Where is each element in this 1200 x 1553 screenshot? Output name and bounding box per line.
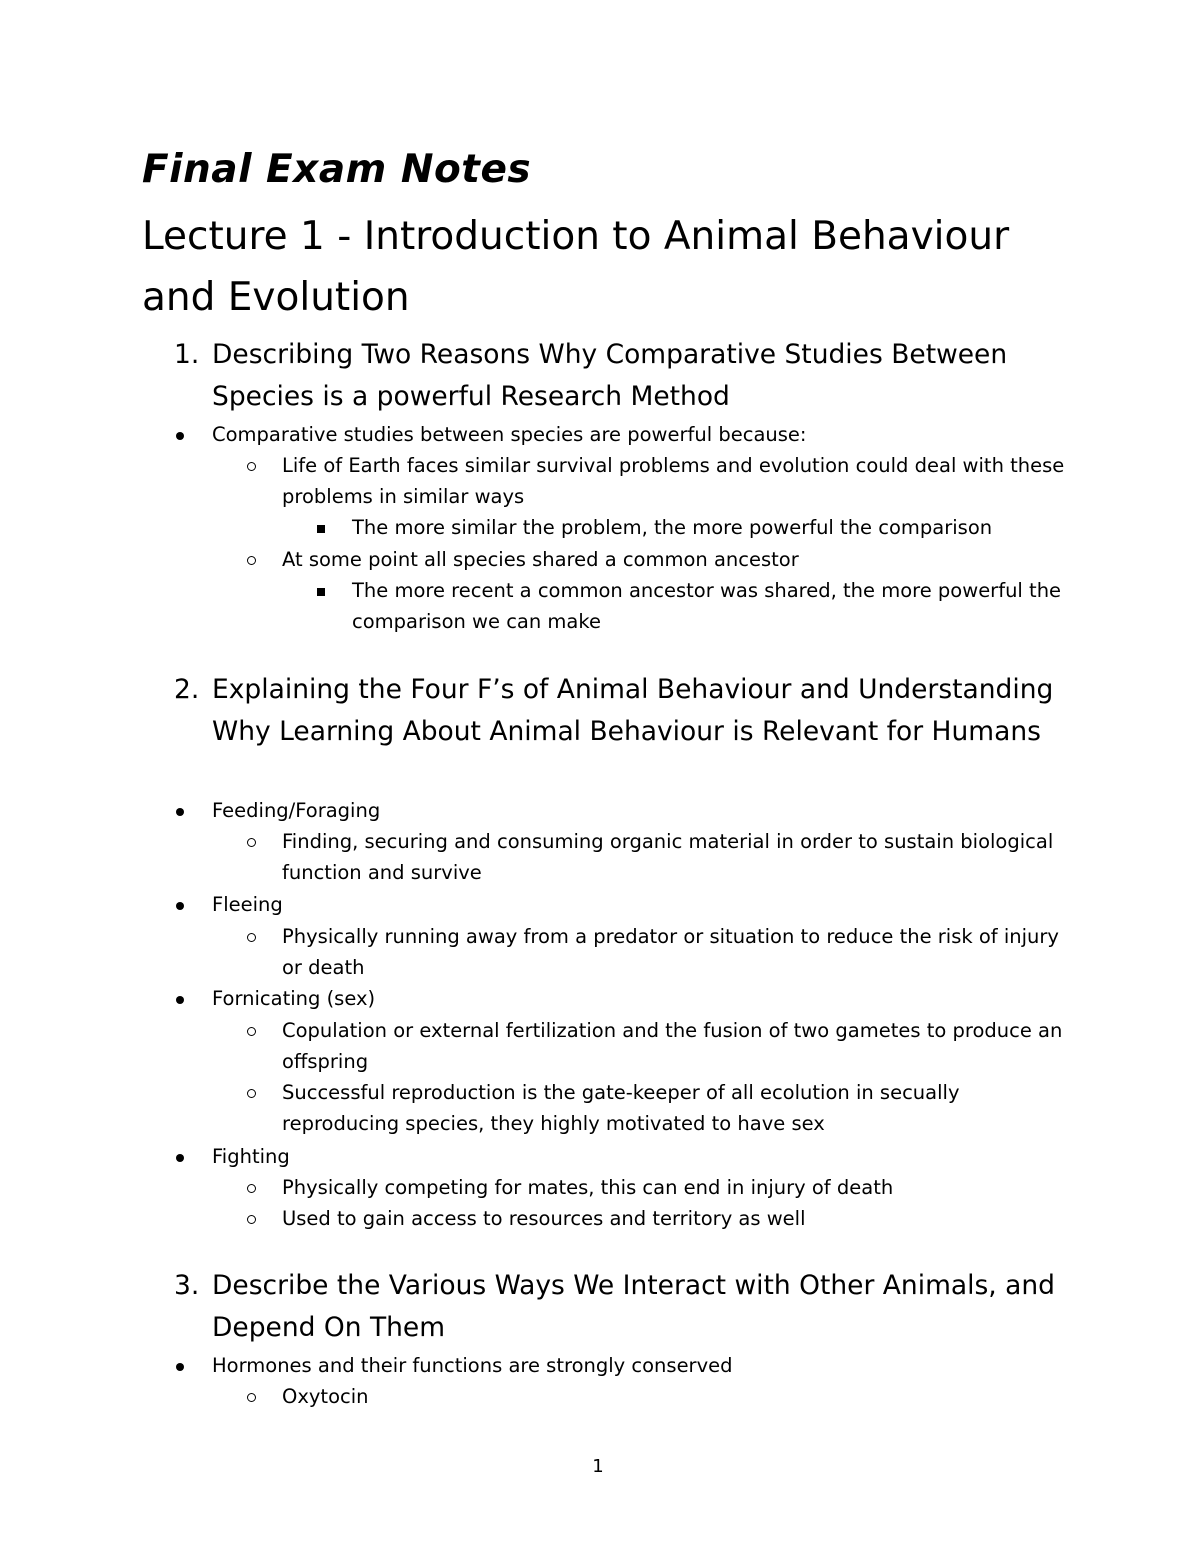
filled-bullet-icon bbox=[176, 808, 184, 816]
section-heading-text: Describe the Various Ways We Interact with Other Animals, and Depend On Them bbox=[212, 1270, 1055, 1343]
list-item bbox=[282, 1172, 1072, 1203]
hollow-bullet-icon bbox=[247, 933, 256, 942]
list-item bbox=[282, 1077, 1072, 1140]
list-item-text: Life of Earth faces similar survival problems and evolution could deal with these problems in similar ways bbox=[282, 454, 1065, 509]
page-number: 1 bbox=[592, 1456, 604, 1477]
section-heading bbox=[174, 1265, 1074, 1349]
filled-bullet-icon bbox=[176, 1363, 184, 1371]
section-number: 2. bbox=[174, 674, 200, 705]
section-heading bbox=[174, 669, 1074, 753]
filled-bullet-icon bbox=[176, 996, 184, 1004]
list-item-text: Used to gain access to resources and territory as well bbox=[282, 1207, 806, 1230]
list-item bbox=[282, 1203, 1072, 1234]
list-item-text: Hormones and their functions are strongly conserved bbox=[212, 1354, 733, 1377]
list-item-text: At some point all species shared a common ancestor bbox=[282, 548, 799, 571]
list-item bbox=[212, 889, 1062, 920]
document-title: Final Exam Notes bbox=[142, 147, 532, 192]
hollow-bullet-icon bbox=[247, 462, 256, 471]
list-item-text: Copulation or external fertilization and the fusion of two gametes to produce an offspring bbox=[282, 1019, 1063, 1074]
list-item-text: Fleeing bbox=[212, 893, 283, 916]
list-item-text: Oxytocin bbox=[282, 1385, 369, 1408]
filled-bullet-icon bbox=[176, 1154, 184, 1162]
list-item bbox=[282, 921, 1072, 984]
list-item bbox=[282, 826, 1072, 889]
list-item-text: Physically running away from a predator or situation to reduce the risk of injury or death bbox=[282, 925, 1059, 980]
list-item bbox=[212, 1141, 1062, 1172]
list-item bbox=[352, 512, 1072, 543]
hollow-bullet-icon bbox=[247, 1393, 256, 1402]
list-item-text: The more recent a common ancestor was shared, the more powerful the comparison we can make bbox=[352, 579, 1062, 634]
list-item-text: Fighting bbox=[212, 1145, 290, 1168]
list-item bbox=[212, 795, 1062, 826]
square-bullet-icon bbox=[317, 588, 325, 596]
list-item bbox=[352, 575, 1072, 638]
list-item bbox=[282, 544, 1072, 575]
list-item-text: Finding, securing and consuming organic material in order to sustain biological function and survive bbox=[282, 830, 1054, 885]
list-item bbox=[212, 1350, 1062, 1381]
hollow-bullet-icon bbox=[247, 1184, 256, 1193]
hollow-bullet-icon bbox=[247, 1089, 256, 1098]
lecture-title: Lecture 1 - Introduction to Animal Behaviour and Evolution bbox=[142, 214, 1010, 320]
list-item bbox=[212, 983, 1062, 1014]
list-item-text: Successful reproduction is the gate-keeper of all ecolution in secually reproducing species, they highly motivated to have sex bbox=[282, 1081, 960, 1136]
hollow-bullet-icon bbox=[247, 1215, 256, 1224]
section-heading-text: Explaining the Four F’s of Animal Behaviour and Understanding Why Learning About Animal Behaviour is Relevant for Humans bbox=[212, 674, 1054, 747]
list-item-text: Feeding/Foraging bbox=[212, 799, 381, 822]
list-item-text: Physically competing for mates, this can end in injury of death bbox=[282, 1176, 894, 1199]
section-number: 1. bbox=[174, 339, 200, 370]
section-heading-text: Describing Two Reasons Why Comparative Studies Between Species is a powerful Research Method bbox=[212, 339, 1008, 412]
list-item-text: The more similar the problem, the more powerful the comparison bbox=[352, 516, 993, 539]
hollow-bullet-icon bbox=[247, 838, 256, 847]
filled-bullet-icon bbox=[176, 902, 184, 910]
section-number: 3. bbox=[174, 1270, 200, 1301]
hollow-bullet-icon bbox=[247, 1027, 256, 1036]
list-item-text: Fornicating (sex) bbox=[212, 987, 376, 1010]
list-item bbox=[282, 1015, 1072, 1078]
section-heading bbox=[174, 334, 1074, 418]
hollow-bullet-icon bbox=[247, 556, 256, 565]
square-bullet-icon bbox=[317, 525, 325, 533]
list-item-text: Comparative studies between species are powerful because: bbox=[212, 423, 807, 446]
list-item bbox=[212, 419, 1062, 450]
list-item bbox=[282, 450, 1072, 513]
filled-bullet-icon bbox=[176, 432, 184, 440]
list-item bbox=[282, 1381, 1072, 1412]
